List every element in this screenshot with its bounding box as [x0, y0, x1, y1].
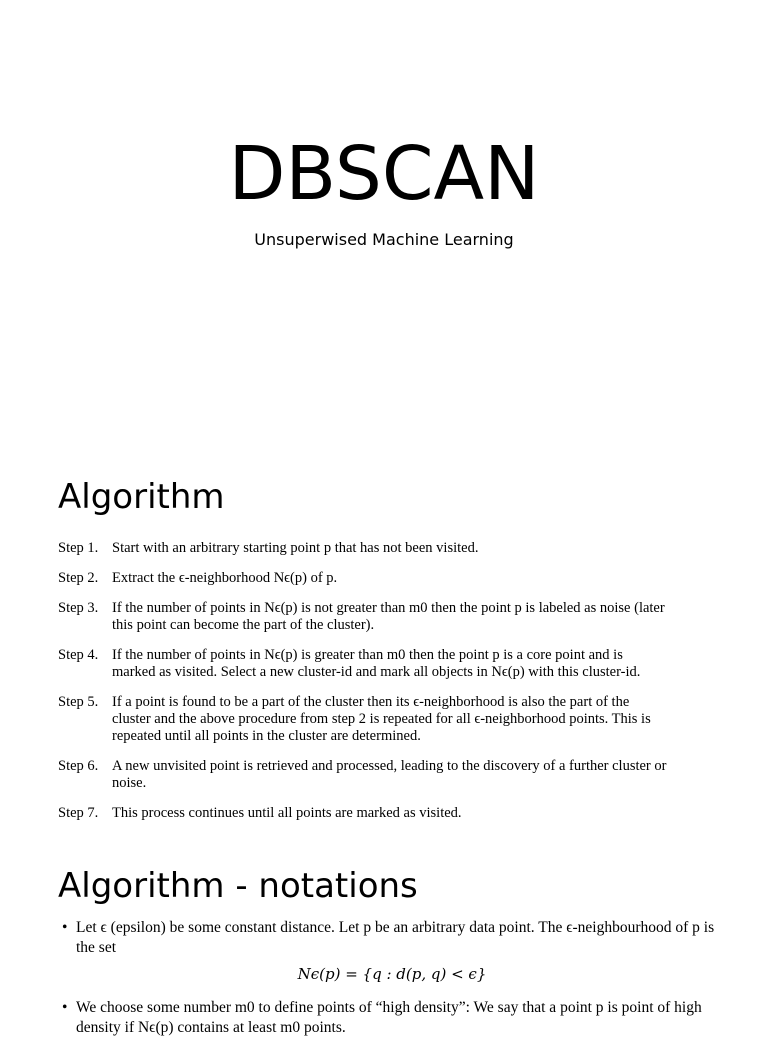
step-number: Step 6. — [58, 758, 99, 774]
notations-heading: Algorithm - notations — [58, 866, 418, 906]
algorithm-heading: Algorithm — [58, 477, 225, 517]
algorithm-steps — [58, 540, 668, 835]
step-2 — [58, 570, 668, 587]
list-item — [62, 918, 722, 958]
step-number: Step 1. — [58, 540, 99, 556]
step-text: Start with an arbitrary starting point p that has not been visited. — [112, 540, 479, 556]
list-item — [62, 998, 722, 1038]
step-text: If the number of points in Nϵ(p) is greater than m0 then the point p is a core point and is marked as visited. Select a new cluster-id and mark all objects in Nϵ(p) with this cluster-id. — [112, 647, 641, 680]
step-text: This process continues until all points are marked as visited. — [112, 805, 462, 821]
step-number: Step 5. — [58, 694, 99, 710]
step-3 — [58, 600, 668, 634]
notations-list — [62, 918, 722, 1044]
step-text: If a point is found to be a part of the cluster then its ϵ-neighborhood is also the part of the cluster and the above procedure from step 2 is repeated for all ϵ-neighborhood points. This is repeated until all points in the cluster are determined. — [112, 694, 651, 744]
step-6 — [58, 758, 668, 792]
step-4 — [58, 647, 668, 681]
bullet-text: We choose some number m0 to define points of “high density”: We say that a point p is point of high density if Nϵ(p) contains at least m0 points. — [76, 999, 702, 1036]
step-text: If the number of points in Nϵ(p) is not greater than m0 then the point p is labeled as noise (later this point can become the part of the cluster). — [112, 600, 665, 633]
slide-title: DBSCAN — [228, 131, 540, 217]
bullet-icon: • — [62, 919, 68, 936]
step-number: Step 7. — [58, 805, 99, 821]
neighbourhood-formula: Nϵ(p) = {q : d(p, q) < ϵ} — [297, 965, 487, 983]
step-5 — [58, 694, 668, 745]
step-number: Step 4. — [58, 647, 99, 663]
bullet-text: Let ϵ (epsilon) be some constant distance. Let p be an arbitrary data point. The ϵ-neighbourhood of p is the set — [76, 919, 715, 956]
step-1 — [58, 540, 668, 557]
step-number: Step 2. — [58, 570, 99, 586]
step-number: Step 3. — [58, 600, 99, 616]
bullet-icon: • — [62, 999, 68, 1016]
slide-subtitle: Unsuperwised Machine Learning — [254, 230, 514, 249]
step-text: Extract the ϵ-neighborhood Nϵ(p) of p. — [112, 570, 338, 586]
step-text: A new unvisited point is retrieved and processed, leading to the discovery of a further cluster or noise. — [112, 758, 667, 791]
step-7 — [58, 805, 668, 822]
